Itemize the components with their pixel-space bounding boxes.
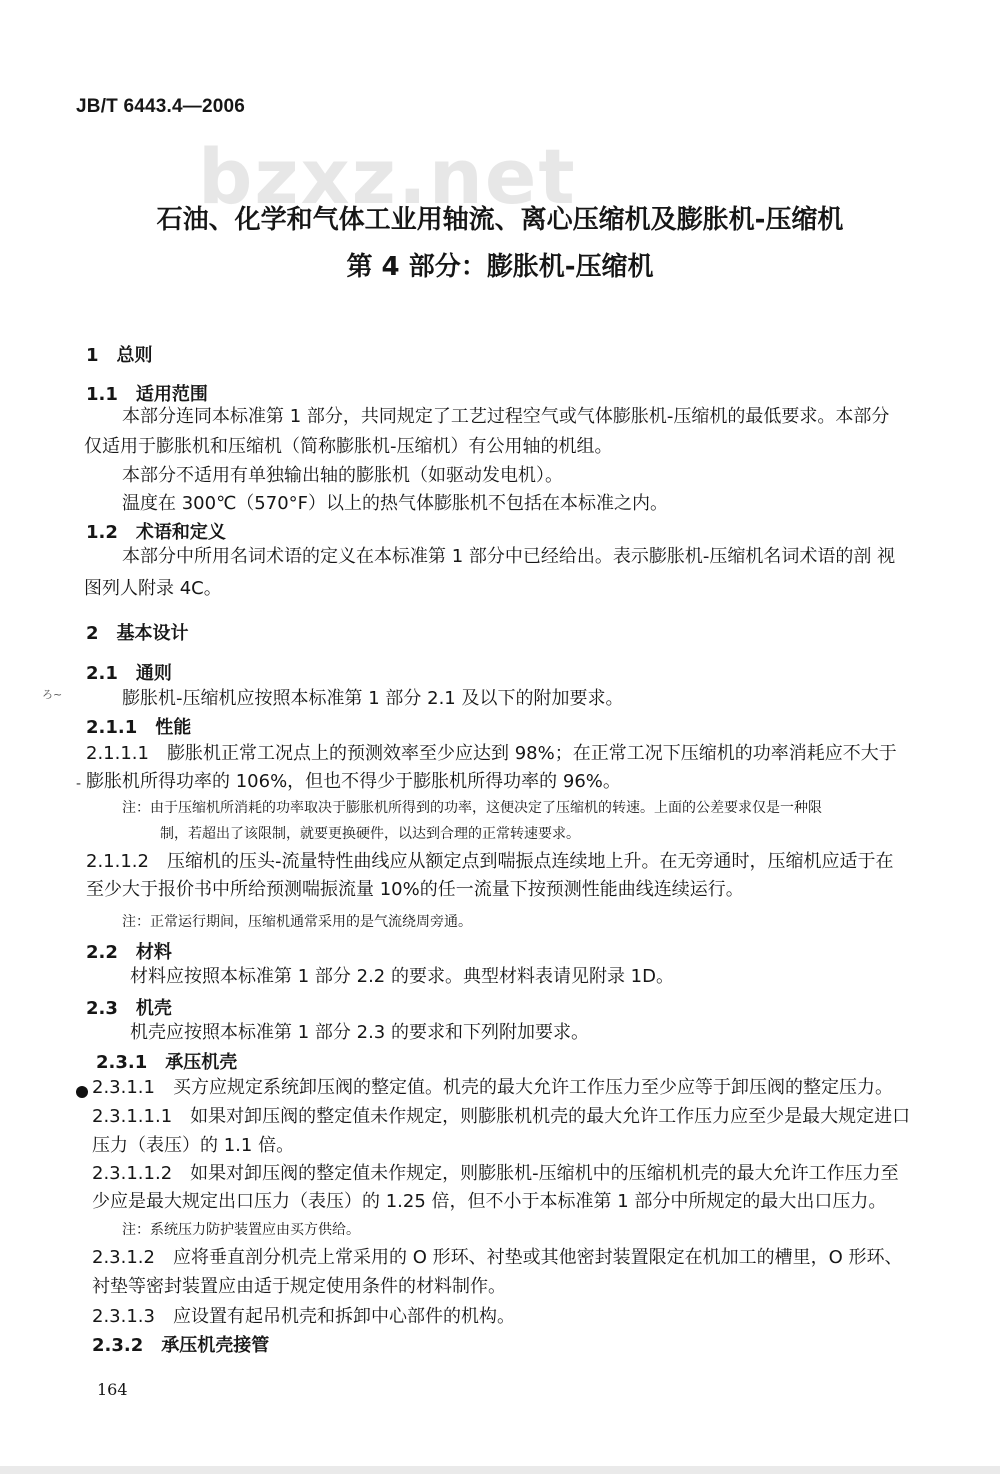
margin-bullet-mark (76, 1086, 88, 1098)
section-heading: 1 总则 (86, 345, 153, 366)
paragraph-line: 本部分连同本标准第 1 部分，共同规定了工艺过程空气或气体膨胀机-压缩机的最低要求。本部分 (122, 406, 890, 427)
document-title: 石油、化学和气体工业用轴流、离心压缩机及膨胀机-压缩机 (156, 205, 844, 235)
section-heading: 2.3.2 承压机壳接管 (92, 1335, 270, 1356)
standard-code: JB/T 6443.4—2006 (76, 96, 246, 117)
note-line: 制，若超出了该限制，就要更换硬件，以达到合理的正常转速要求。 (160, 826, 580, 842)
section-heading: 2.1 通则 (86, 663, 172, 684)
paragraph-line: 衬垫等密封装置应由适于规定使用条件的材料制作。 (92, 1276, 506, 1297)
paragraph-line: 仅适用于膨胀机和压缩机（简称膨胀机-压缩机）有公用轴的机组。 (84, 436, 613, 457)
section-heading: 2.1.1 性能 (86, 717, 192, 738)
paragraph-line: 本部分不适用有单独输出轴的膨胀机（如驱动发电机）。 (122, 465, 563, 486)
paragraph-line: 2.1.1.2 压缩机的压头-流量特性曲线应从额定点到喘振点连续地上升。在无旁通时，压缩机应适于在 (86, 851, 894, 872)
paragraph-line: 膨胀机-压缩机应按照本标准第 1 部分 2.1 及以下的附加要求。 (122, 688, 624, 709)
section-heading: 2.2 材料 (86, 942, 172, 963)
paragraph-line: 2.3.1.1.2 如果对卸压阀的整定值未作规定，则膨胀机-压缩机中的压缩机机壳的最大允许工作压力至 (92, 1163, 899, 1184)
paragraph-line: 图列人附录 4C。 (84, 578, 222, 599)
paragraph-line: 2.3.1.1 买方应规定系统卸压阀的整定值。机壳的最大允许工作压力至少应等于卸压阀的整定压力。 (92, 1077, 893, 1098)
paragraph-line: 材料应按照本标准第 1 部分 2.2 的要求。典型材料表请见附录 1D。 (130, 966, 674, 987)
paragraph-line: 膨胀机所得功率的 106%，但也不得少于膨胀机所得功率的 96%。 (86, 771, 621, 792)
page-number: 164 (97, 1380, 128, 1399)
margin-dash: - (76, 776, 82, 792)
paragraph-line: 至少大于报价书中所给预测喘振流量 10%的任一流量下按预测性能曲线连续运行。 (86, 879, 744, 900)
paragraph-line: 机壳应按照本标准第 1 部分 2.3 的要求和下列附加要求。 (130, 1022, 589, 1043)
section-heading: 1.1 适用范围 (86, 384, 208, 405)
paragraph-line: 温度在 300℃（570°F）以上的热气体膨胀机不包括在本标准之内。 (122, 493, 669, 514)
paragraph-line: 2.3.1.1.1 如果对卸压阀的整定值未作规定，则膨胀机机壳的最大允许工作压力应至少是最大规定进口 (92, 1106, 911, 1127)
note-line: 注：正常运行期间，压缩机通常采用的是气流绕周旁通。 (122, 914, 472, 930)
document-subtitle: 第 4 部分：膨胀机-压缩机 (346, 252, 654, 282)
note-line: 注：系统压力防护装置应由买方供给。 (122, 1222, 360, 1238)
section-heading: 2.3 机壳 (86, 998, 172, 1019)
watermark: bzxz.net (198, 132, 577, 221)
section-heading: 1.2 术语和定义 (86, 522, 226, 543)
paragraph-line: 本部分中所用名词术语的定义在本标准第 1 部分中已经给出。表示膨胀机-压缩机名词术语的剖 视 (122, 546, 896, 567)
paragraph-line: 2.3.1.3 应设置有起吊机壳和拆卸中心部件的机构。 (92, 1306, 515, 1327)
section-heading: 2 基本设计 (86, 623, 189, 644)
paragraph-line: 压力（表压）的 1.1 倍。 (92, 1135, 295, 1156)
paragraph-line: 少应是最大规定出口压力（表压）的 1.25 倍，但不小于本标准第 1 部分中所规定的最大出口压力。 (92, 1191, 887, 1212)
paragraph-line: 2.1.1.1 膨胀机正常工况点上的预测效率至少应达到 98%；在正常工况下压缩机的功率消耗应不大于 (86, 743, 897, 764)
margin-scribble: ろ~ (42, 688, 63, 701)
scan-edge (0, 1466, 1000, 1474)
section-heading: 2.3.1 承压机壳 (96, 1052, 238, 1073)
note-line: 注：由于压缩机所消耗的功率取决于膨胀机所得到的功率，这便决定了压缩机的转速。上面的公差要求仅是一种限 (122, 800, 822, 816)
paragraph-line: 2.3.1.2 应将垂直剖分机壳上常采用的 O 形环、衬垫或其他密封装置限定在机加工的槽里，O 形环、 (92, 1247, 903, 1268)
